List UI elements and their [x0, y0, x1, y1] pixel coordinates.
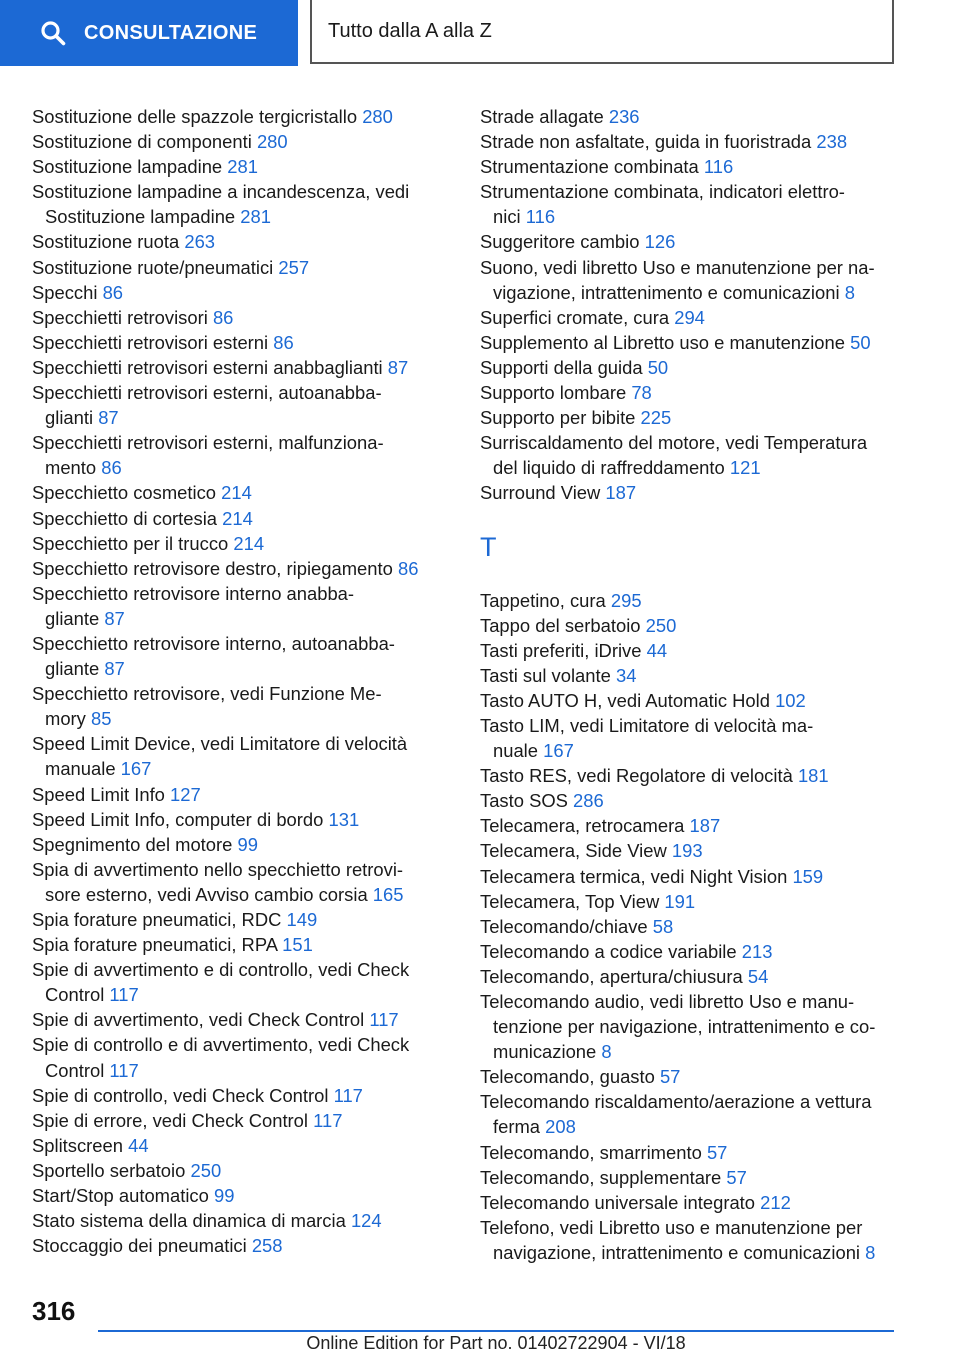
index-entry — [32, 104, 446, 129]
page-reference-link[interactable]: 86 — [397, 557, 419, 579]
page-reference-link[interactable]: 280 — [362, 106, 393, 127]
index-entry-text: Tasto LIM, vedi Limitatore di velocità ma- — [480, 714, 814, 736]
index-entry — [480, 229, 900, 254]
index-entry — [480, 889, 900, 914]
index-entry — [32, 832, 446, 857]
index-entry — [480, 688, 900, 713]
index-entry-text: Strumentazione combinata, indicatori elettro- — [480, 181, 845, 203]
index-entry-text: Splitscreen — [32, 1134, 123, 1156]
page-reference-link[interactable]: 280 — [256, 131, 288, 153]
index-entry-text: Strumentazione combinata — [480, 156, 699, 178]
page-reference-link[interactable]: 225 — [640, 407, 672, 429]
page-reference-link[interactable]: 167 — [543, 740, 574, 762]
index-entry — [480, 430, 900, 480]
page-reference-link[interactable]: 167 — [120, 758, 152, 780]
index-entry — [480, 380, 900, 405]
page-reference-link[interactable]: 78 — [631, 382, 652, 404]
page-reference-link[interactable]: 187 — [689, 815, 721, 837]
index-entry — [32, 229, 446, 254]
page-reference-link[interactable]: 121 — [729, 457, 761, 479]
index-entry — [32, 305, 446, 330]
index-entry-text: Supplemento al Libretto uso e manutenzione — [480, 331, 845, 353]
index-entry-text: Suggeritore cambio — [480, 231, 640, 253]
page-reference-link[interactable]: 117 — [333, 1084, 363, 1106]
page-reference-link[interactable]: 124 — [350, 1210, 382, 1232]
page-reference-link[interactable]: 258 — [251, 1235, 283, 1257]
index-entry-text: Suono, vedi libretto Uso e manutenzione per na- — [480, 256, 875, 278]
index-entry-text: Specchietto retrovisore interno, autoanabba- — [32, 632, 395, 654]
index-entry — [32, 1208, 446, 1233]
page-reference-link[interactable]: 34 — [615, 664, 637, 686]
page-reference-link[interactable]: 151 — [282, 934, 313, 956]
index-entry-text: ferma — [493, 1116, 541, 1138]
index-entry-text: Spia forature pneumatici, RPA — [32, 934, 277, 956]
page-reference-link[interactable]: 236 — [608, 106, 640, 127]
section-title: Tutto dalla A alla Z — [328, 19, 492, 42]
consultazione-label: CONSULTAZIONE — [84, 21, 258, 44]
index-entry — [480, 939, 900, 964]
index-entry — [480, 1140, 900, 1165]
page-reference-link[interactable]: 281 — [240, 206, 271, 228]
index-entry-text: mory — [45, 708, 86, 730]
index-entry — [480, 638, 900, 663]
page-reference-link[interactable]: 54 — [747, 965, 769, 987]
page-reference-link[interactable]: 131 — [328, 808, 360, 830]
index-entry — [480, 813, 900, 838]
index-entry — [480, 355, 900, 380]
index-entry — [32, 255, 446, 280]
index-entry — [480, 1064, 900, 1089]
page-reference-link[interactable]: 117 — [313, 1109, 343, 1131]
index-entry-text: Specchietto retrovisore, vedi Funzione Me- — [32, 683, 382, 705]
index-entry-text: nuale — [493, 740, 538, 762]
index-entry-text: Tasti sul volante — [480, 664, 611, 686]
index-entry — [32, 556, 446, 581]
index-entry-text: Spie di controllo, vedi Check Control — [32, 1084, 329, 1106]
index-entry — [32, 380, 446, 430]
index-entry-text: Sostituzione lampadine — [45, 206, 236, 228]
page-reference-link[interactable]: 117 — [109, 1059, 139, 1081]
letter-heading: T — [480, 531, 497, 562]
index-entry-text: Spie di controllo e di avvertimento, vedi Check — [32, 1034, 410, 1056]
index-entry-text: Sostituzione lampadine a incandescenza, vedi — [32, 181, 410, 203]
consultazione-button[interactable] — [0, 0, 298, 66]
index-entry-text: Specchietti retrovisori esterni, malfunziona- — [32, 432, 384, 454]
page-reference-link[interactable]: 8 — [844, 281, 855, 303]
index-entry — [480, 1215, 900, 1265]
index-entry — [480, 663, 900, 688]
index-entry-text: Sostituzione lampadine — [32, 156, 223, 178]
page-reference-link[interactable]: 193 — [671, 840, 703, 862]
index-entry-text: Specchietto per il trucco — [32, 532, 229, 554]
index-entry — [32, 355, 446, 380]
index-entry-text: tenzione per navigazione, intrattenimento e co- — [493, 1016, 876, 1038]
index-entry — [32, 681, 446, 731]
page-reference-link[interactable]: 286 — [573, 790, 604, 812]
index-entry — [32, 1133, 446, 1158]
index-entry-text: glianti — [45, 407, 94, 429]
index-entry — [32, 907, 446, 932]
page-reference-link[interactable]: 85 — [91, 708, 112, 730]
page-reference-link[interactable]: 102 — [775, 689, 806, 711]
index-entry-text: Specchietto retrovisore destro, ripiegamento — [32, 557, 393, 579]
index-entry — [480, 588, 900, 613]
index-entry-text: Tasto AUTO H, vedi Automatic Hold — [480, 689, 770, 711]
index-entry — [32, 782, 446, 807]
page-reference-link[interactable]: 208 — [545, 1116, 576, 1138]
page-reference-link[interactable]: 250 — [645, 614, 677, 636]
page-reference-link[interactable]: 213 — [741, 940, 773, 962]
index-entry — [480, 255, 900, 305]
index-entry — [480, 179, 900, 229]
index-entry-text: Telecomando/chiave — [480, 915, 648, 937]
index-entry-text: nici — [493, 206, 521, 228]
index-entry — [480, 864, 900, 889]
page-reference-link[interactable]: 116 — [703, 156, 734, 178]
index-entry-text: Strade allagate — [480, 106, 604, 127]
index-entry-text: Sostituzione ruote/pneumatici — [32, 256, 274, 278]
page-reference-link[interactable]: 86 — [102, 281, 124, 303]
index-entry-text: Telecomando, supplementare — [480, 1166, 722, 1188]
footer-edition-text: Online Edition for Part no. 01402722904 - VI/18 — [306, 1333, 686, 1353]
index-entry-text: Sostituzione di componenti — [32, 131, 252, 153]
index-entry-text: sore esterno, vedi Avviso cambio corsia — [45, 883, 368, 905]
index-entry-text: Tasto SOS — [480, 790, 568, 812]
index-entry-text: Stoccaggio dei pneumatici — [32, 1235, 247, 1257]
index-entry — [32, 480, 446, 505]
index-entry — [32, 129, 446, 154]
index-entry — [480, 989, 900, 1064]
page-reference-link[interactable]: 250 — [190, 1159, 222, 1181]
index-entry-text: Supporti della guida — [480, 356, 643, 378]
index-entry-text: Specchietto di cortesia — [32, 507, 218, 529]
index-entry-text: Surriscaldamento del motore, vedi Temperatura — [480, 432, 868, 454]
index-entry — [32, 330, 446, 355]
page-reference-link[interactable]: 87 — [98, 407, 119, 429]
index-entry — [480, 713, 900, 763]
page-reference-link[interactable]: 99 — [213, 1185, 235, 1207]
index-entry-text: Specchietti retrovisori esterni anabbaglianti — [32, 356, 383, 378]
page-reference-link[interactable]: 116 — [525, 206, 556, 228]
page-reference-link[interactable]: 8 — [865, 1241, 876, 1263]
page-reference-link[interactable]: 263 — [184, 231, 216, 253]
page-reference-link[interactable]: 181 — [797, 765, 829, 787]
index-entry-text: Telecamera, Side View — [480, 840, 667, 862]
index-entry-text: Strade non asfaltate, guida in fuoristrada — [480, 131, 812, 153]
index-entry-text: Supporto lombare — [480, 382, 627, 404]
index-entry-text: vigazione, intrattenimento e comunicazioni — [493, 281, 840, 303]
index-entry — [32, 957, 446, 1007]
index-entry-text: Tappo del serbatoio — [480, 614, 641, 636]
index-entry — [480, 1089, 900, 1139]
index-entry-text: Sostituzione delle spazzole tergicristallo — [32, 106, 358, 127]
page-reference-link[interactable]: 159 — [792, 865, 824, 887]
top-navigation-bar — [0, 0, 960, 66]
index-column-right — [480, 104, 900, 1265]
index-entry-text: Stato sistema della dinamica di marcia — [32, 1210, 346, 1232]
index-entry-text: Spie di avvertimento, vedi Check Control — [32, 1009, 365, 1031]
index-entry-text: municazione — [493, 1041, 597, 1063]
footer-divider — [98, 1330, 894, 1332]
index-entry-text: Telecomando, guasto — [480, 1066, 655, 1088]
page-reference-link[interactable]: 127 — [170, 783, 201, 805]
index-entry-text: Specchietto cosmetico — [32, 482, 216, 504]
index-entry-text: Specchi — [32, 281, 98, 303]
page-reference-link[interactable]: 87 — [104, 607, 125, 629]
index-entry-text: Spegnimento del motore — [32, 833, 233, 855]
index-entry — [480, 330, 900, 355]
index-entry-text: Sportello serbatoio — [32, 1159, 186, 1181]
index-entry-text: Specchietti retrovisori esterni — [32, 331, 269, 353]
index-entry-text: Tasto RES, vedi Regolatore di velocità — [480, 765, 793, 787]
page-reference-link[interactable]: 44 — [646, 639, 668, 661]
page-reference-link[interactable]: 214 — [221, 482, 252, 504]
index-entry — [32, 631, 446, 681]
index-entry-text: Telecamera termica, vedi Night Vision — [480, 865, 788, 887]
index-group-s — [480, 104, 900, 506]
index-entry — [32, 1083, 446, 1108]
index-entry-text: Telecamera, Top View — [480, 890, 660, 912]
index-entry-text: Speed Limit Info — [32, 783, 165, 805]
index-entry-text: del liquido di raffreddamento — [493, 457, 725, 479]
index-entry — [480, 405, 900, 430]
index-entry — [480, 480, 900, 505]
page-reference-link[interactable]: 86 — [212, 306, 234, 328]
index-entry-text: Telecomando universale integrato — [480, 1191, 756, 1213]
page-reference-link[interactable]: 86 — [101, 457, 122, 479]
index-entry — [32, 531, 446, 556]
page-reference-link[interactable]: 87 — [104, 658, 125, 680]
index-entry-text: Speed Limit Info, computer di bordo — [32, 808, 324, 830]
page-reference-link[interactable]: 212 — [760, 1191, 791, 1213]
page-reference-link[interactable]: 294 — [674, 306, 705, 328]
index-entry — [480, 129, 900, 154]
page-reference-link[interactable]: 214 — [233, 532, 265, 554]
index-entry — [32, 430, 446, 480]
page-reference-link[interactable]: 126 — [644, 231, 676, 253]
index-entry — [480, 763, 900, 788]
page-reference-link[interactable]: 295 — [610, 589, 642, 611]
index-entry — [480, 1165, 900, 1190]
page-reference-link[interactable]: 99 — [237, 833, 258, 855]
index-entry — [32, 179, 446, 229]
page-reference-link[interactable]: 44 — [128, 1134, 149, 1156]
index-entry — [480, 613, 900, 638]
index-entry — [32, 857, 446, 907]
index-entry-text: Telecomando, smarrimento — [480, 1141, 702, 1163]
index-entry-text: Control — [45, 1059, 105, 1081]
index-entry-text: Spie di errore, vedi Check Control — [32, 1109, 308, 1131]
index-entry — [480, 914, 900, 939]
index-entry — [32, 1158, 446, 1183]
index-entry-text: Specchietti retrovisori esterni, autoanabba- — [32, 382, 382, 404]
page-number: 316 — [32, 1296, 76, 1326]
index-entry — [32, 154, 446, 179]
page-reference-link[interactable]: 57 — [726, 1166, 747, 1188]
index-entry-text: Tappetino, cura — [480, 589, 606, 611]
page-reference-link[interactable]: 214 — [222, 507, 253, 529]
index-group-t — [480, 588, 900, 1266]
index-entry — [32, 1007, 446, 1032]
index-entry — [32, 731, 446, 781]
index-entry — [32, 1183, 446, 1208]
index-column-left — [32, 104, 446, 1258]
index-entry-text: Supporto per bibite — [480, 407, 636, 429]
page-reference-link[interactable]: 238 — [816, 131, 848, 153]
index-entry-text: manuale — [45, 758, 116, 780]
index-entry — [480, 838, 900, 863]
index-entry — [32, 581, 446, 631]
page-reference-link[interactable]: 117 — [109, 984, 139, 1006]
index-entry-text: Surround View — [480, 482, 601, 504]
index-entry — [32, 807, 446, 832]
page-reference-link[interactable]: 165 — [372, 883, 404, 905]
index-entry-text: Telecomando riscaldamento/aerazione a vettura — [480, 1091, 872, 1113]
index-entry — [32, 506, 446, 531]
page-reference-link[interactable]: 50 — [850, 331, 871, 353]
page-reference-link[interactable]: 87 — [387, 356, 409, 378]
index-entry-text: Tasti preferiti, iDrive — [480, 639, 642, 661]
index-entry-text: Spie di avvertimento e di controllo, vedi Check — [32, 959, 410, 981]
page-reference-link[interactable]: 187 — [605, 482, 637, 504]
index-entry-text: Telefono, vedi Libretto uso e manutenzione per — [480, 1216, 863, 1238]
page-reference-link[interactable]: 86 — [273, 331, 294, 353]
index-entry-text: Spia forature pneumatici, RDC — [32, 909, 282, 930]
page-reference-link[interactable]: 191 — [664, 890, 696, 912]
index-entry-text: Specchietti retrovisori — [32, 306, 208, 328]
index-entry-text: Telecomando audio, vedi libretto Uso e manu- — [480, 991, 855, 1012]
page-reference-link[interactable]: 281 — [227, 156, 258, 178]
page-reference-link[interactable]: 117 — [369, 1009, 399, 1031]
index-entry — [480, 305, 900, 330]
index-entry — [480, 1190, 900, 1215]
page-reference-link[interactable]: 58 — [652, 915, 674, 937]
index-entry — [32, 1108, 446, 1133]
page-reference-link[interactable]: 57 — [659, 1066, 681, 1088]
index-entry-text: navigazione, intrattenimento e comunicazioni — [493, 1241, 861, 1263]
index-entry-text: Specchietto retrovisore interno anabba- — [32, 582, 355, 604]
page-reference-link[interactable]: 149 — [286, 909, 318, 930]
index-entry — [480, 788, 900, 813]
page-reference-link[interactable]: 257 — [278, 256, 310, 278]
index-entry — [32, 280, 446, 305]
index-entry-text: Control — [45, 984, 105, 1006]
index-entry-text: gliante — [45, 607, 100, 629]
page-reference-link[interactable]: 57 — [706, 1141, 728, 1163]
index-entry — [480, 964, 900, 989]
index-entry — [480, 104, 900, 129]
section-tab[interactable] — [310, 0, 894, 64]
index-entry-text: Sostituzione ruota — [32, 231, 180, 253]
index-entry-text: Superfici cromate, cura — [480, 306, 670, 328]
search-icon — [40, 20, 66, 46]
index-entry-text: Telecamera, retrocamera — [480, 815, 685, 837]
page-reference-link[interactable]: 50 — [647, 356, 669, 378]
index-entry — [32, 932, 446, 957]
index-entry-text: gliante — [45, 658, 100, 680]
index-entry — [480, 154, 900, 179]
index-entry-text: mento — [45, 457, 97, 479]
index-entry-text: Telecomando a codice variabile — [480, 940, 737, 962]
index-entry-text: Start/Stop automatico — [32, 1185, 209, 1207]
index-entry — [32, 1233, 446, 1258]
index-entry-text: Speed Limit Device, vedi Limitatore di velocità — [32, 733, 408, 755]
index-entry — [32, 1032, 446, 1082]
index-entry-text: Spia di avvertimento nello specchietto retrovi- — [32, 858, 404, 880]
index-entry-text: Telecomando, apertura/chiusura — [480, 965, 743, 987]
page-reference-link[interactable]: 8 — [601, 1041, 612, 1063]
